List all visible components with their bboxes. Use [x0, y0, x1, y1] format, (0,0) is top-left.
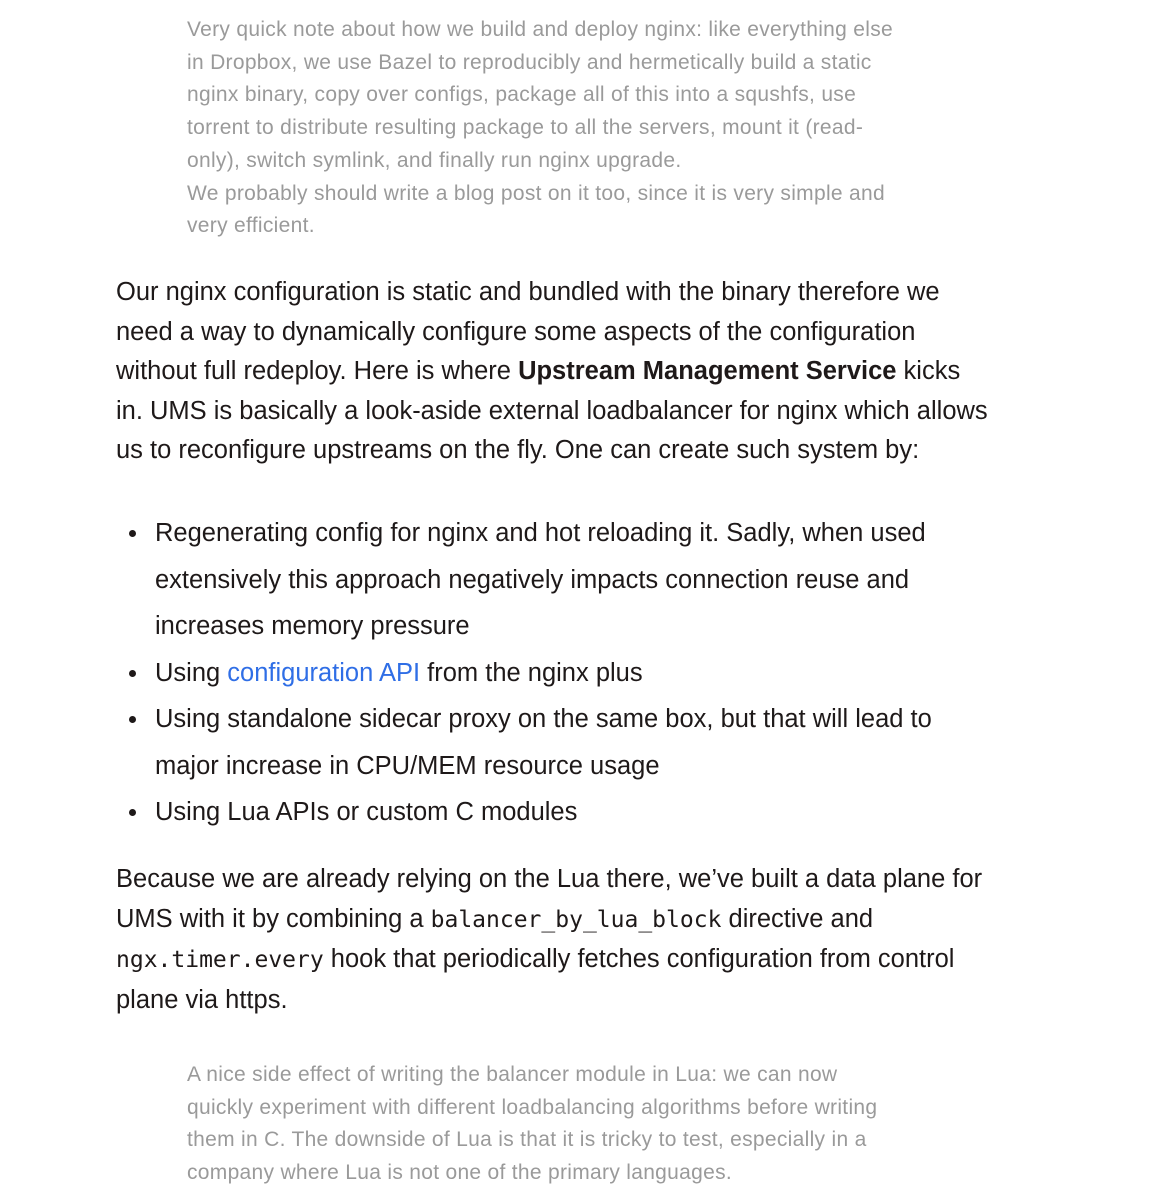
note-line: company where Lua is not one of the primary languages.: [187, 1161, 733, 1185]
text: Using Lua APIs or custom C modules: [155, 798, 578, 826]
note-line: We probably should write a blog post on it too, since it is very simple and: [187, 181, 885, 205]
note-line: in Dropbox, we use Bazel to reproducibly and hermetically build a static: [187, 50, 872, 74]
options-list: [116, 510, 932, 836]
note-line: torrent to distribute resulting package to all the servers, mount it (read-: [187, 116, 864, 140]
text: without full redeploy. Here is where: [116, 357, 519, 385]
configuration-api-link[interactable]: configuration API: [227, 658, 421, 687]
text: from the nginx plus: [420, 658, 643, 687]
note-line: them in C. The downside of Lua is that it is tricky to test, especially in a: [187, 1128, 867, 1152]
para-line: [116, 940, 982, 981]
paragraph-ums-intro: [116, 273, 988, 471]
note-line: Very quick note about how we build and deploy nginx: like everything else: [187, 18, 893, 41]
text: [155, 650, 932, 697]
note-line: A nice side effect of writing the balancer module in Lua: we can now: [187, 1063, 838, 1086]
bold-term: Upstream Management Service: [518, 357, 897, 385]
list-item: [116, 510, 932, 650]
note-line: quickly experiment with different loadbalancing algorithms before writing: [187, 1095, 878, 1119]
text: Regenerating config for nginx and hot reloading it. Sadly, when used: [155, 519, 926, 547]
para-line: Our nginx configuration is static and bundled with the binary therefore we: [116, 278, 940, 306]
para-line: [116, 352, 988, 392]
text: directive and: [721, 904, 874, 933]
inline-code: balancer_by_lua_block: [430, 906, 722, 933]
text: Using standalone sidecar proxy on the same box, but that will lead to: [155, 705, 932, 733]
list-item: [116, 650, 932, 697]
note-line: very efficient.: [187, 214, 315, 238]
inline-code: ngx.timer.every: [116, 947, 324, 973]
para-line: need a way to dynamically configure some aspects of the configuration: [116, 317, 916, 346]
note-line: nginx binary, copy over configs, package all of this into a squshfs, use: [187, 83, 857, 107]
para-line: Because we are already relying on the Lua there, we’ve built a data plane for: [116, 865, 983, 893]
paragraph-data-plane: [116, 860, 982, 1020]
text: extensively this approach negatively impacts connection reuse and: [155, 565, 910, 594]
text: increases memory pressure: [155, 612, 470, 640]
para-line: in. UMS is basically a look-aside external loadbalancer for nginx which allows: [116, 396, 988, 425]
para-line: [116, 900, 982, 941]
note-deploy: [187, 14, 893, 243]
list-item: [116, 789, 932, 836]
list-item: [116, 696, 932, 789]
para-line: plane via https.: [116, 985, 288, 1014]
text: major increase in CPU/MEM resource usage: [155, 751, 660, 780]
text: UMS with it by combining a: [116, 904, 431, 933]
text: hook that periodically fetches configuration from control: [323, 945, 955, 973]
para-line: us to reconfigure upstreams on the fly. One can create such system by:: [116, 436, 920, 464]
text: Using: [155, 658, 228, 687]
text: kicks: [896, 357, 961, 385]
note-lua: [187, 1059, 877, 1190]
note-line: only), switch symlink, and finally run nginx upgrade.: [187, 148, 682, 172]
